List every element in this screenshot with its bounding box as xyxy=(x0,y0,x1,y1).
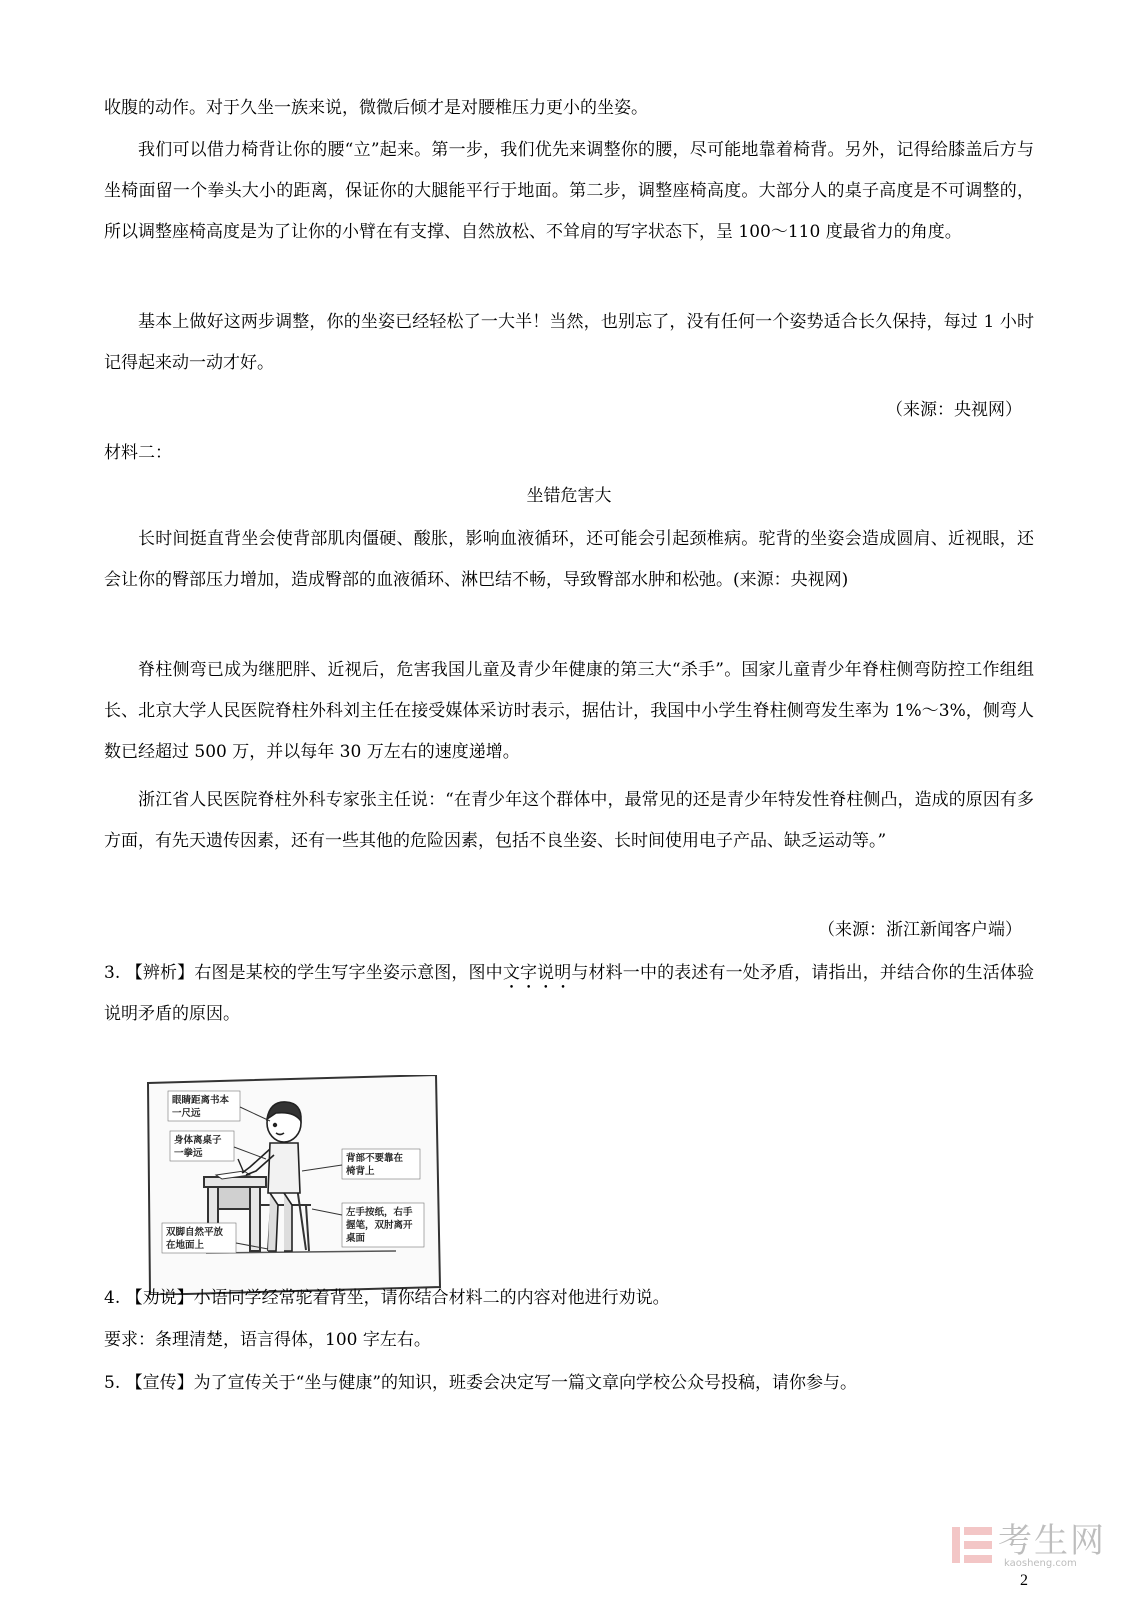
svg-text:握笔，双肘离开: 握笔，双肘离开 xyxy=(346,1220,413,1231)
material1-paragraph-chair: 我们可以借力椅背让你的腰“立”起来。第一步，我们优先来调整你的腰，尽可能地靠着椅背。另外，记得给膝盖后方与坐椅面留一个拳头大小的距离，保证你的大腿能平行于地面。第二步，调整座椅高度。大部分人的桌子高度是不可调整的，所以调整座椅高度是为了让你的小臂在有支撑、自然放松、不耸肩的写字状态下，呈 100～110 度最省力的角度。 xyxy=(104,140,1034,242)
material2-title: 坐错危害大 xyxy=(526,486,612,506)
svg-text:椅背上: 椅背上 xyxy=(346,1166,375,1177)
watermark-url: kaosheng.com xyxy=(1004,1558,1077,1569)
svg-text:背部不要靠在: 背部不要靠在 xyxy=(346,1153,404,1164)
svg-text:一拳远: 一拳远 xyxy=(174,1148,203,1159)
material2-label: 材料二： xyxy=(104,443,172,463)
kaosheng-watermark xyxy=(948,1521,1128,1571)
watermark-text: 考生网 xyxy=(998,1521,1106,1561)
kaosheng-logo-icon xyxy=(950,1523,994,1567)
sitting-posture-illustration xyxy=(146,1075,442,1295)
material2-paragraph-scoliosis: 脊柱侧弯已成为继肥胖、近视后，危害我国儿童及青少年健康的第三大“杀手”。国家儿童青少年脊柱侧弯防控工作组组长、北京大学人民医院脊柱外科刘主任在接受媒体采访时表示，据估计，我国中小学生脊柱侧弯发生率为 1%～3%，侧弯人数已经超过 500 万，并以每年 30 万左右的速度递增。 xyxy=(104,660,1034,762)
svg-text:一尺远: 一尺远 xyxy=(172,1108,201,1119)
svg-text:在地面上: 在地面上 xyxy=(166,1240,205,1251)
question-3-emphasis: 文字说明 xyxy=(502,963,572,983)
question-3 xyxy=(104,953,1034,1035)
question-3-part-b: 与材料一中的表述有一处矛盾，请指出，并结合你的生活体验说明矛盾的原因。 xyxy=(104,963,1035,1024)
material2-source: （来源：浙江新闻客户端） xyxy=(818,920,1022,940)
svg-text:左手按纸，右手: 左手按纸，右手 xyxy=(346,1207,413,1218)
sitting-posture-figure xyxy=(146,1075,442,1295)
material1-source: （来源：央视网） xyxy=(886,400,1022,420)
material2-paragraph-expert: 浙江省人民医院脊柱外科专家张主任说：“在青少年这个群体中，最常见的还是青少年特发性脊柱侧凸，造成的原因有多方面，有先天遗传因素，还有一些其他的危险因素，包括不良坐姿、长时间使用电子产品、缺乏运动等。” xyxy=(104,790,1034,851)
question-3-part-a: 3. 【辨析】右图是某校的学生写字坐姿示意图，图中 xyxy=(104,963,503,983)
question-4: 4. 【劝说】小语同学经常驼着背坐，请你结合材料二的内容对他进行劝说。 xyxy=(104,1288,670,1308)
question-4-requirement: 要求：条理清楚，语言得体，100 字左右。 xyxy=(104,1330,431,1350)
svg-text:桌面: 桌面 xyxy=(346,1233,366,1244)
material2-paragraph-harm: 长时间挺直背坐会使背部肌肉僵硬、酸胀，影响血液循环，还可能会引起颈椎病。驼背的坐姿会造成圆肩、近视眼，还会让你的臀部压力增加，造成臀部的血液循环、淋巴结不畅，导致臀部水肿和松弛。(来源：央视网) xyxy=(104,529,1034,590)
material1-paragraph-summary: 基本上做好这两步调整，你的坐姿已经轻松了一大半！当然，也别忘了，没有任何一个姿势适合长久保持，每过 1 小时记得起来动一动才好。 xyxy=(104,312,1034,373)
material1-paragraph-continued: 收腹的动作。对于久坐一族来说，微微后倾才是对腰椎压力更小的坐姿。 xyxy=(104,98,648,118)
svg-text:眼睛距离书本: 眼睛距离书本 xyxy=(172,1095,230,1106)
question-5: 5. 【宣传】为了宣传关于“坐与健康”的知识，班委会决定写一篇文章向学校公众号投稿，请你参与。 xyxy=(104,1373,858,1393)
page-number: 2 xyxy=(1020,1572,1028,1589)
svg-text:身体离桌子: 身体离桌子 xyxy=(174,1135,222,1146)
svg-text:双脚自然平放: 双脚自然平放 xyxy=(166,1227,224,1238)
